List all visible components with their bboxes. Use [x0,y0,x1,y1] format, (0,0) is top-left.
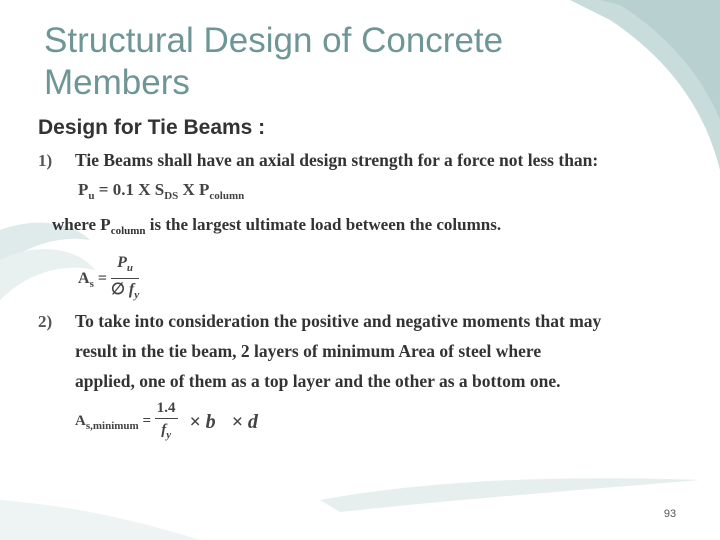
page-number: 93 [663,508,677,520]
item-2-line-1: To take into consideration the positive and negative moments that may [75,311,602,331]
item-2-number: 2) [38,312,53,331]
formula-as-minimum: $A_{s,minimum}$ = $\frac{1.4}{f_y}$ × b × d [75,400,258,441]
formula-as: $A_s$ = $\frac{P_u}{\emptyset f_y}$ [78,254,140,301]
item-2-line-2: result in the tie beam, 2 layers of minimum Area of steel where [75,341,542,361]
formula-pu: $P_u = 0.1$ X $S_{DS}$ X $P_{column}$ [78,180,245,202]
item-2-line-3: applied, one of them as a top layer and the other as a bottom one. [75,371,561,391]
item-1-number: 1) [38,151,53,170]
slide-title: Structural Design of Concrete Members [44,21,504,102]
item-1-text: Tie Beams shall have an axial design strength for a force not less than: [75,150,599,170]
section-heading: Design for Tie Beams : [38,116,266,139]
where-text: where $P_{column}$ is the largest ultimate load between the columns. [52,215,502,237]
